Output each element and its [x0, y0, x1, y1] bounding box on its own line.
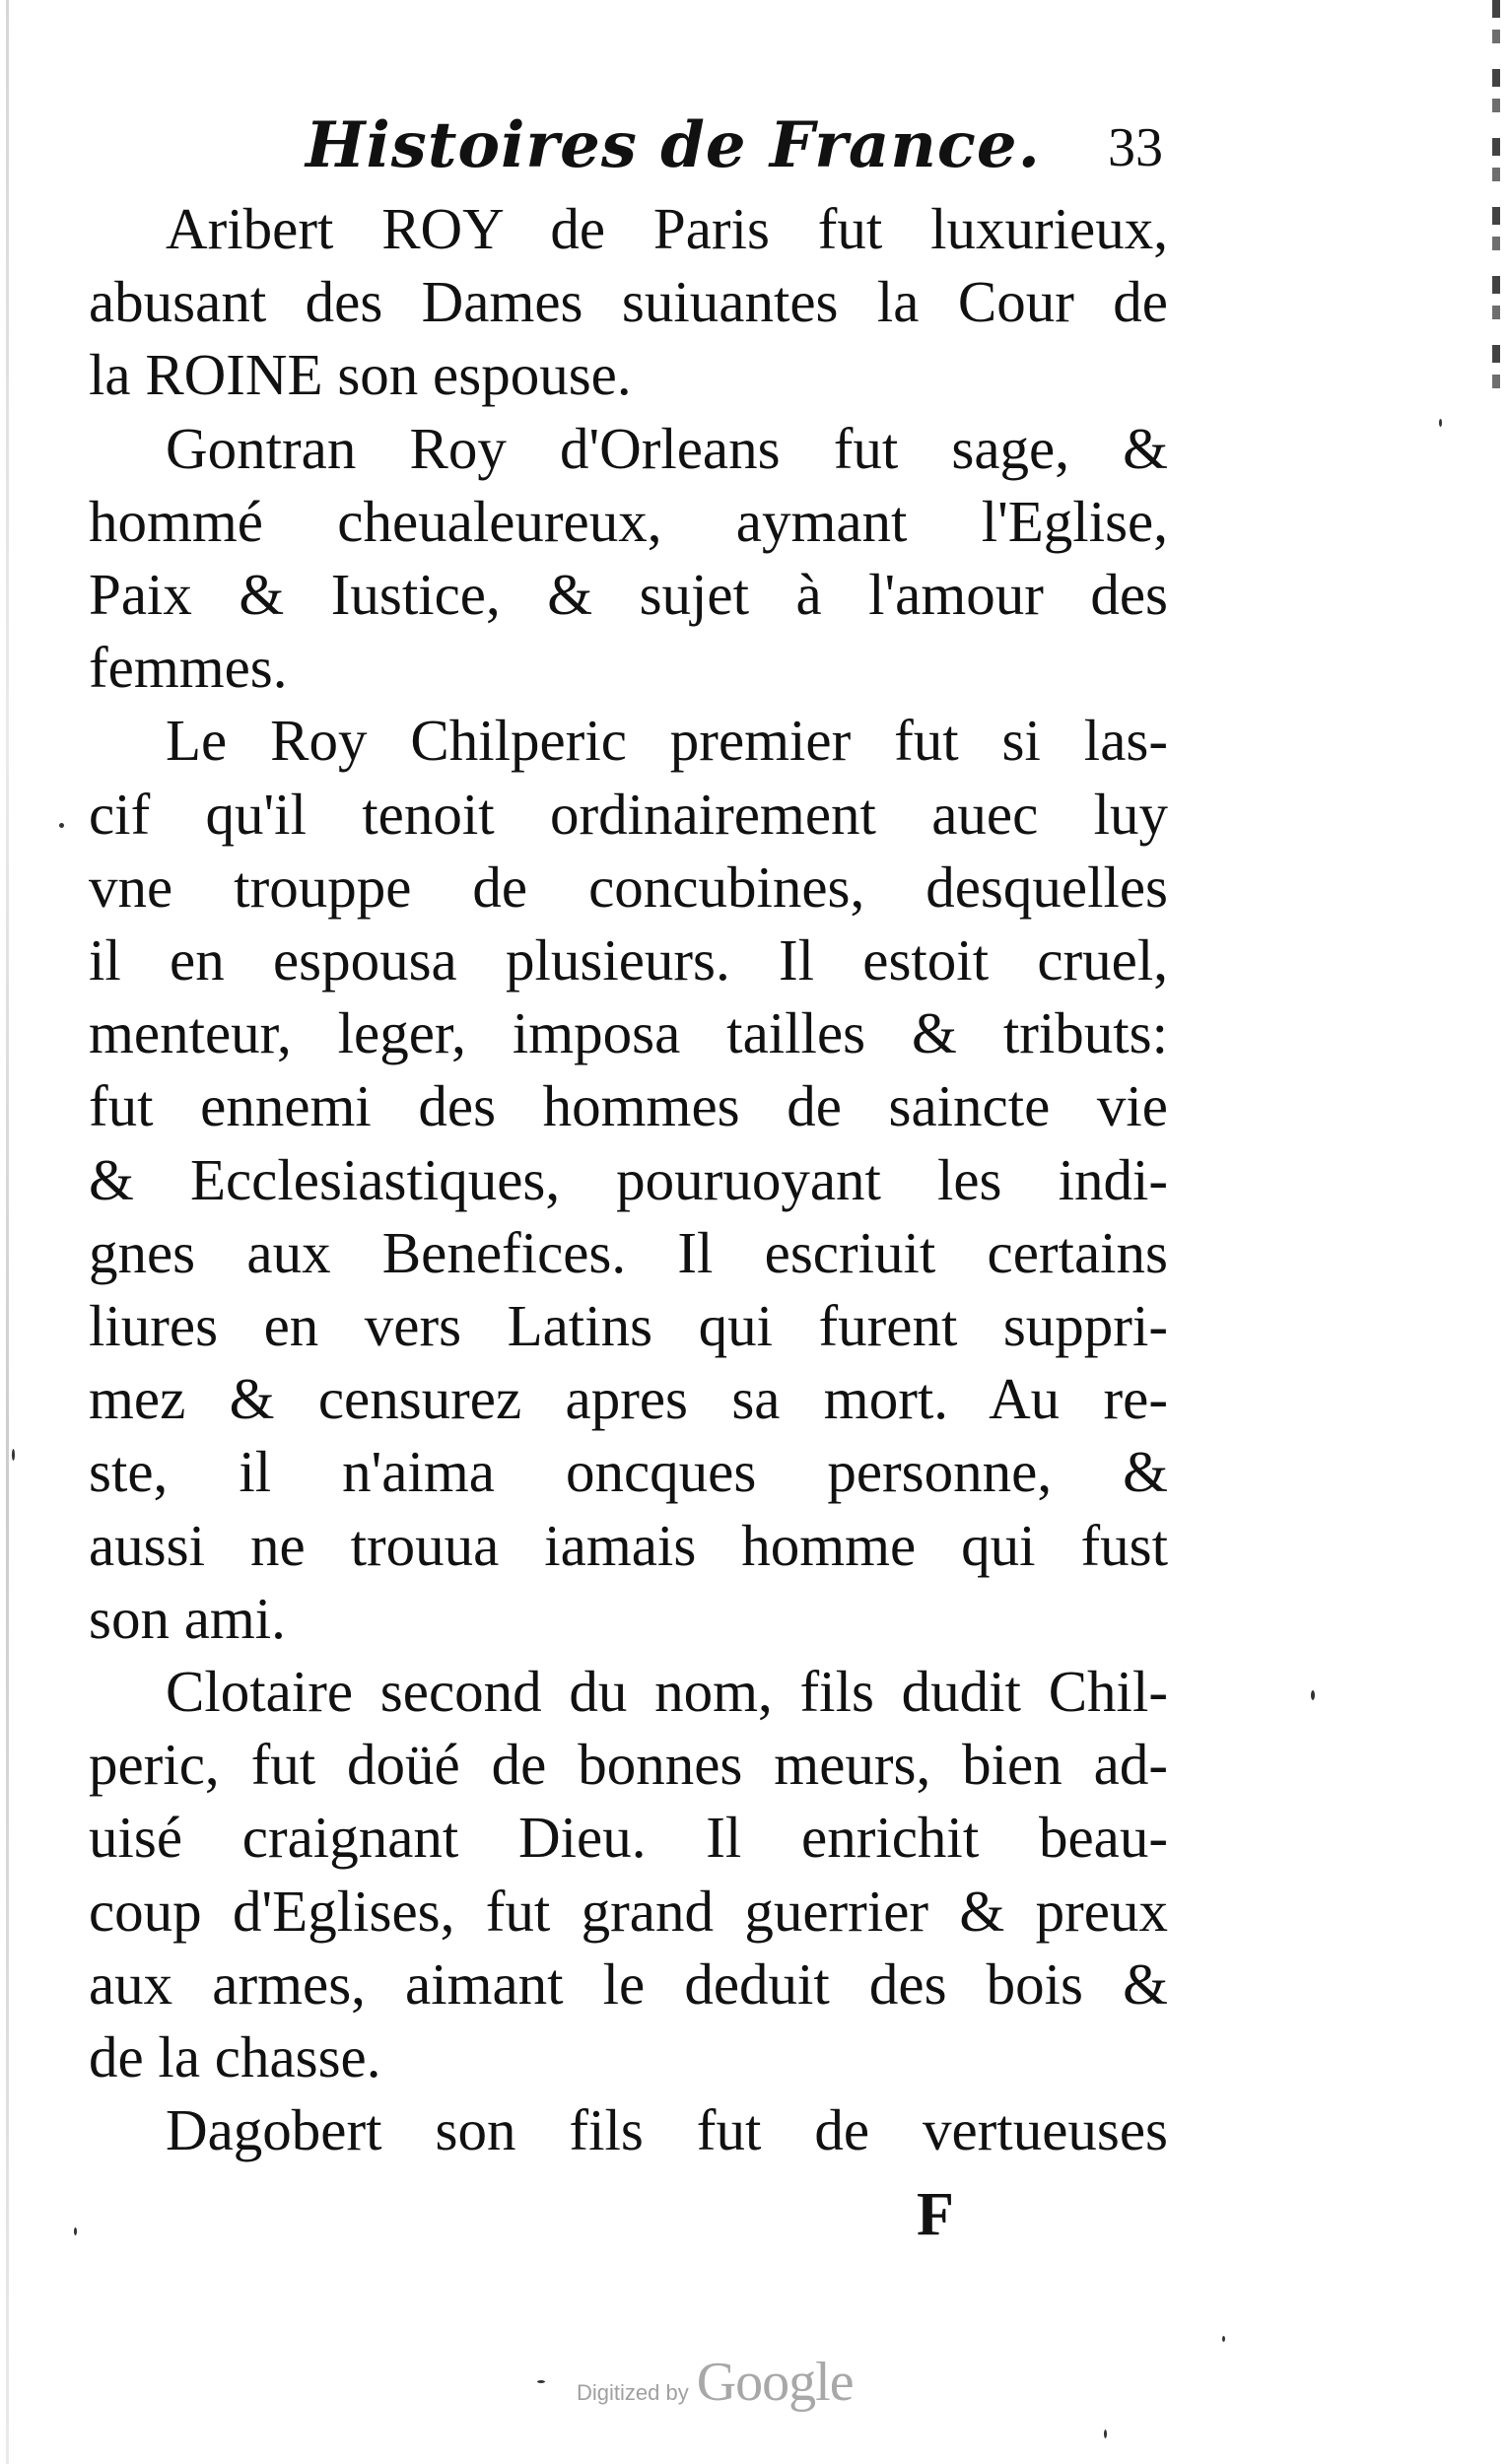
text-line: ste, il n'aima oncques personne, &	[89, 1439, 1168, 1505]
text-line: hommé cheualeureux, aymant l'Eglise,	[89, 488, 1168, 554]
scan-speck	[12, 1449, 15, 1461]
digitized-watermark	[577, 2351, 854, 2413]
page-header	[306, 108, 1163, 187]
paragraph-gontran	[89, 412, 1168, 705]
scan-speck	[1311, 1690, 1315, 1700]
text-line: abusant des Dames suiuantes la Cour de	[89, 269, 1168, 335]
text-line: il en espousa plusieurs. Il estoit cruel,	[89, 927, 1168, 993]
text-line: vne trouppe de concubines, desquelles	[89, 854, 1168, 920]
scan-speck	[537, 2380, 545, 2383]
scan-speck	[1222, 2336, 1225, 2342]
digitized-by-text: Digitized by	[577, 2380, 689, 2405]
page-number: 33	[1108, 117, 1163, 178]
text-line: coup d'Eglises, fut grand guerrier & preux	[89, 1878, 1168, 1944]
scan-speck	[59, 823, 64, 828]
text-line: la ROINE son espouse.	[89, 342, 632, 408]
text-line: aux armes, aimant le deduit des bois &	[89, 1951, 1168, 2017]
paragraph-aribert	[89, 192, 1168, 412]
text-line: Paix & Iustice, & sujet à l'amour des	[89, 562, 1168, 628]
page-edge-right	[1492, 0, 1500, 414]
text-line: Clotaire second du nom, fils dudit Chil-	[166, 1659, 1168, 1725]
scan-speck	[74, 2227, 77, 2235]
scan-speck	[1104, 2430, 1107, 2438]
text-line: son ami.	[89, 1585, 286, 1651]
body-text	[89, 192, 1168, 2166]
text-line: gnes aux Benefices. Il escriuit certains	[89, 1219, 1168, 1285]
paragraph-clotaire	[89, 1655, 1168, 2093]
page-edge-left	[6, 0, 9, 2464]
text-line: menteur, leger, imposa tailles & tributs:	[89, 1000, 1168, 1066]
text-line: peric, fut doüé de bonnes meurs, bien ad-	[89, 1732, 1168, 1798]
paragraph-chilperic	[89, 704, 1168, 1655]
text-line: Le Roy Chilperic premier fut si las-	[166, 708, 1168, 774]
text-line: Aribert ROY de Paris fut luxurieux,	[166, 196, 1168, 261]
text-line: de la chasse.	[89, 2024, 381, 2090]
scan-speck	[1439, 419, 1442, 427]
text-line: & Ecclesiastiques, pouruoyant les indi-	[89, 1146, 1168, 1212]
signature-mark: F	[917, 2181, 954, 2248]
text-line: Gontran Roy d'Orleans fut sage, &	[166, 415, 1168, 481]
text-line: cif qu'il tenoit ordinairement auec luy	[89, 781, 1168, 847]
paragraph-dagobert	[89, 2093, 1168, 2166]
text-line: Dagobert son fils fut de vertueuses	[166, 2097, 1168, 2163]
text-line: uisé craignant Dieu. Il enrichit beau-	[89, 1805, 1168, 1871]
text-line: femmes.	[89, 635, 288, 701]
running-title: Histoires de France.	[306, 108, 1041, 182]
text-line: liures en vers Latins qui furent suppri-	[89, 1293, 1168, 1359]
text-line: fut ennemi des hommes de saincte vie	[89, 1073, 1168, 1139]
google-logo: Google	[696, 2352, 854, 2413]
text-line: mez & censurez apres sa mort. Au re-	[89, 1366, 1168, 1432]
text-line: aussi ne trouua iamais homme qui fust	[89, 1512, 1168, 1578]
